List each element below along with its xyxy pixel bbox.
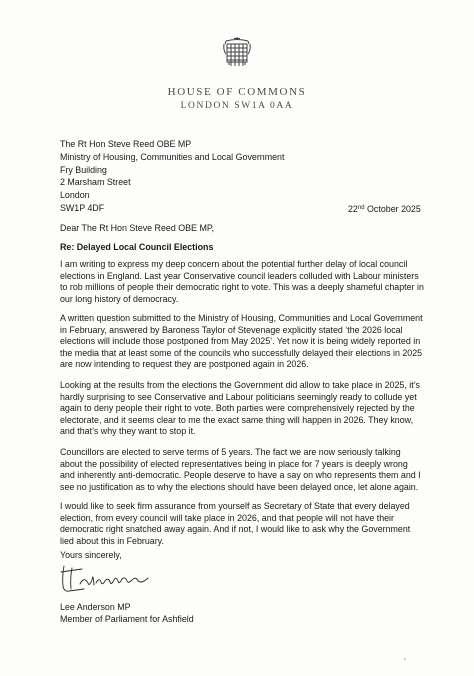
paragraph-line: elections in England. Last year Conservative council leaders colluded with Labour ministers — [60, 270, 419, 281]
recipient-line: The Rt Hon Steve Reed OBE MP — [60, 139, 192, 149]
paragraph-line: Looking at the results from the elections the Government did allow to take place in 2025, it’s — [60, 380, 420, 390]
body-paragraph — [60, 380, 425, 438]
paragraph-line: Councillors are elected to serve terms of 5 years. The fact we are now seriously talking — [60, 447, 401, 457]
date-suffix: nd — [357, 205, 365, 211]
body-paragraph — [60, 447, 425, 493]
body-paragraph — [60, 313, 425, 371]
paragraph-line: and that’s why they want to stop it. — [60, 426, 196, 437]
org-address: LONDON SW1A 0AA — [180, 101, 294, 111]
org-name: HOUSE OF COMMONS — [167, 86, 307, 98]
paragraph-line: the media that at least some of the councils who successfully delayed their elections in 2025 — [60, 347, 423, 358]
paragraph-line: election, from every council will take place in 2026, and that people will not have their — [60, 512, 394, 523]
paragraph-line: see no justification as to why the elections should have been delayed once, let alone again. — [60, 481, 419, 492]
paragraph-line: about the possibility of elected representatives being in place for 7 years is deeply wrong — [60, 458, 408, 469]
recipient-line: London — [60, 190, 90, 201]
paragraph-line: I am writing to express my deep concern about the potential further delay of local council — [60, 259, 408, 269]
paragraph-line: to rob millions of people their democratic right to vote. This was a deeply shameful chapter in — [60, 282, 424, 293]
paragraph-line: are now intending to request they are postponed again in 2026. — [60, 359, 309, 370]
recipient-line: 2 Marsham Street — [60, 177, 131, 188]
paragraph-line: and inherently anti-democratic. People deserve to have a say on who represents them and I — [60, 470, 421, 481]
paragraph-line: again to deny people their right to vote. Both parties were comprehensively rejected by the — [60, 403, 415, 414]
paragraph-line: I would like to seek firm assurance from yourself as Secretary of State that every delayed — [60, 501, 410, 511]
portcullis-icon — [222, 36, 252, 70]
paragraph-line: electorate, and it seems clear to me the exact same thing will happen in 2026. They know, — [60, 414, 414, 425]
closing: Yours sincerely, — [60, 550, 122, 560]
signer-name: Lee Anderson MP — [60, 602, 131, 612]
signer-title: Member of Parliament for Ashfield — [60, 614, 194, 625]
paragraph-line: hardly surprising to see Conservative and Labour politicians seemingly ready to collude yet — [60, 391, 417, 402]
paragraph-line: in February, answered by Baroness Taylor of Stevenage explicitly stated ‘the 2026 local — [60, 324, 403, 335]
paragraph-line: our long history of democracy. — [60, 293, 179, 304]
recipient-line: Fry Building — [60, 164, 107, 175]
paragraph-line: lied about this in February. — [60, 535, 164, 546]
date-month-year: October 2025 — [364, 204, 421, 214]
paragraph-line: A written question submitted to the Ministry of Housing, Communities and Local Government — [60, 313, 423, 323]
subject-line: Re: Delayed Local Council Elections — [60, 242, 214, 252]
date-day: 22 — [348, 204, 358, 214]
salutation: Dear The Rt Hon Steve Reed OBE MP, — [60, 223, 215, 233]
paragraph-line: democratic right snatched away again. And if not, I would like to ask why the Government — [60, 524, 411, 535]
body-paragraph — [60, 501, 425, 547]
recipient-line: Ministry of Housing, Communities and Local Government — [60, 151, 285, 162]
paragraph-line: elections will include those postponed from May 2025’. Yet now it is being widely reported in — [60, 336, 421, 347]
scan-speck — [404, 658, 406, 660]
recipient-line: SW1P 4DF — [60, 202, 105, 213]
body-paragraph — [60, 259, 425, 305]
letter-date — [348, 204, 421, 214]
handwritten-signature — [58, 562, 168, 598]
signer-block — [60, 601, 194, 625]
recipient-address — [60, 138, 284, 215]
